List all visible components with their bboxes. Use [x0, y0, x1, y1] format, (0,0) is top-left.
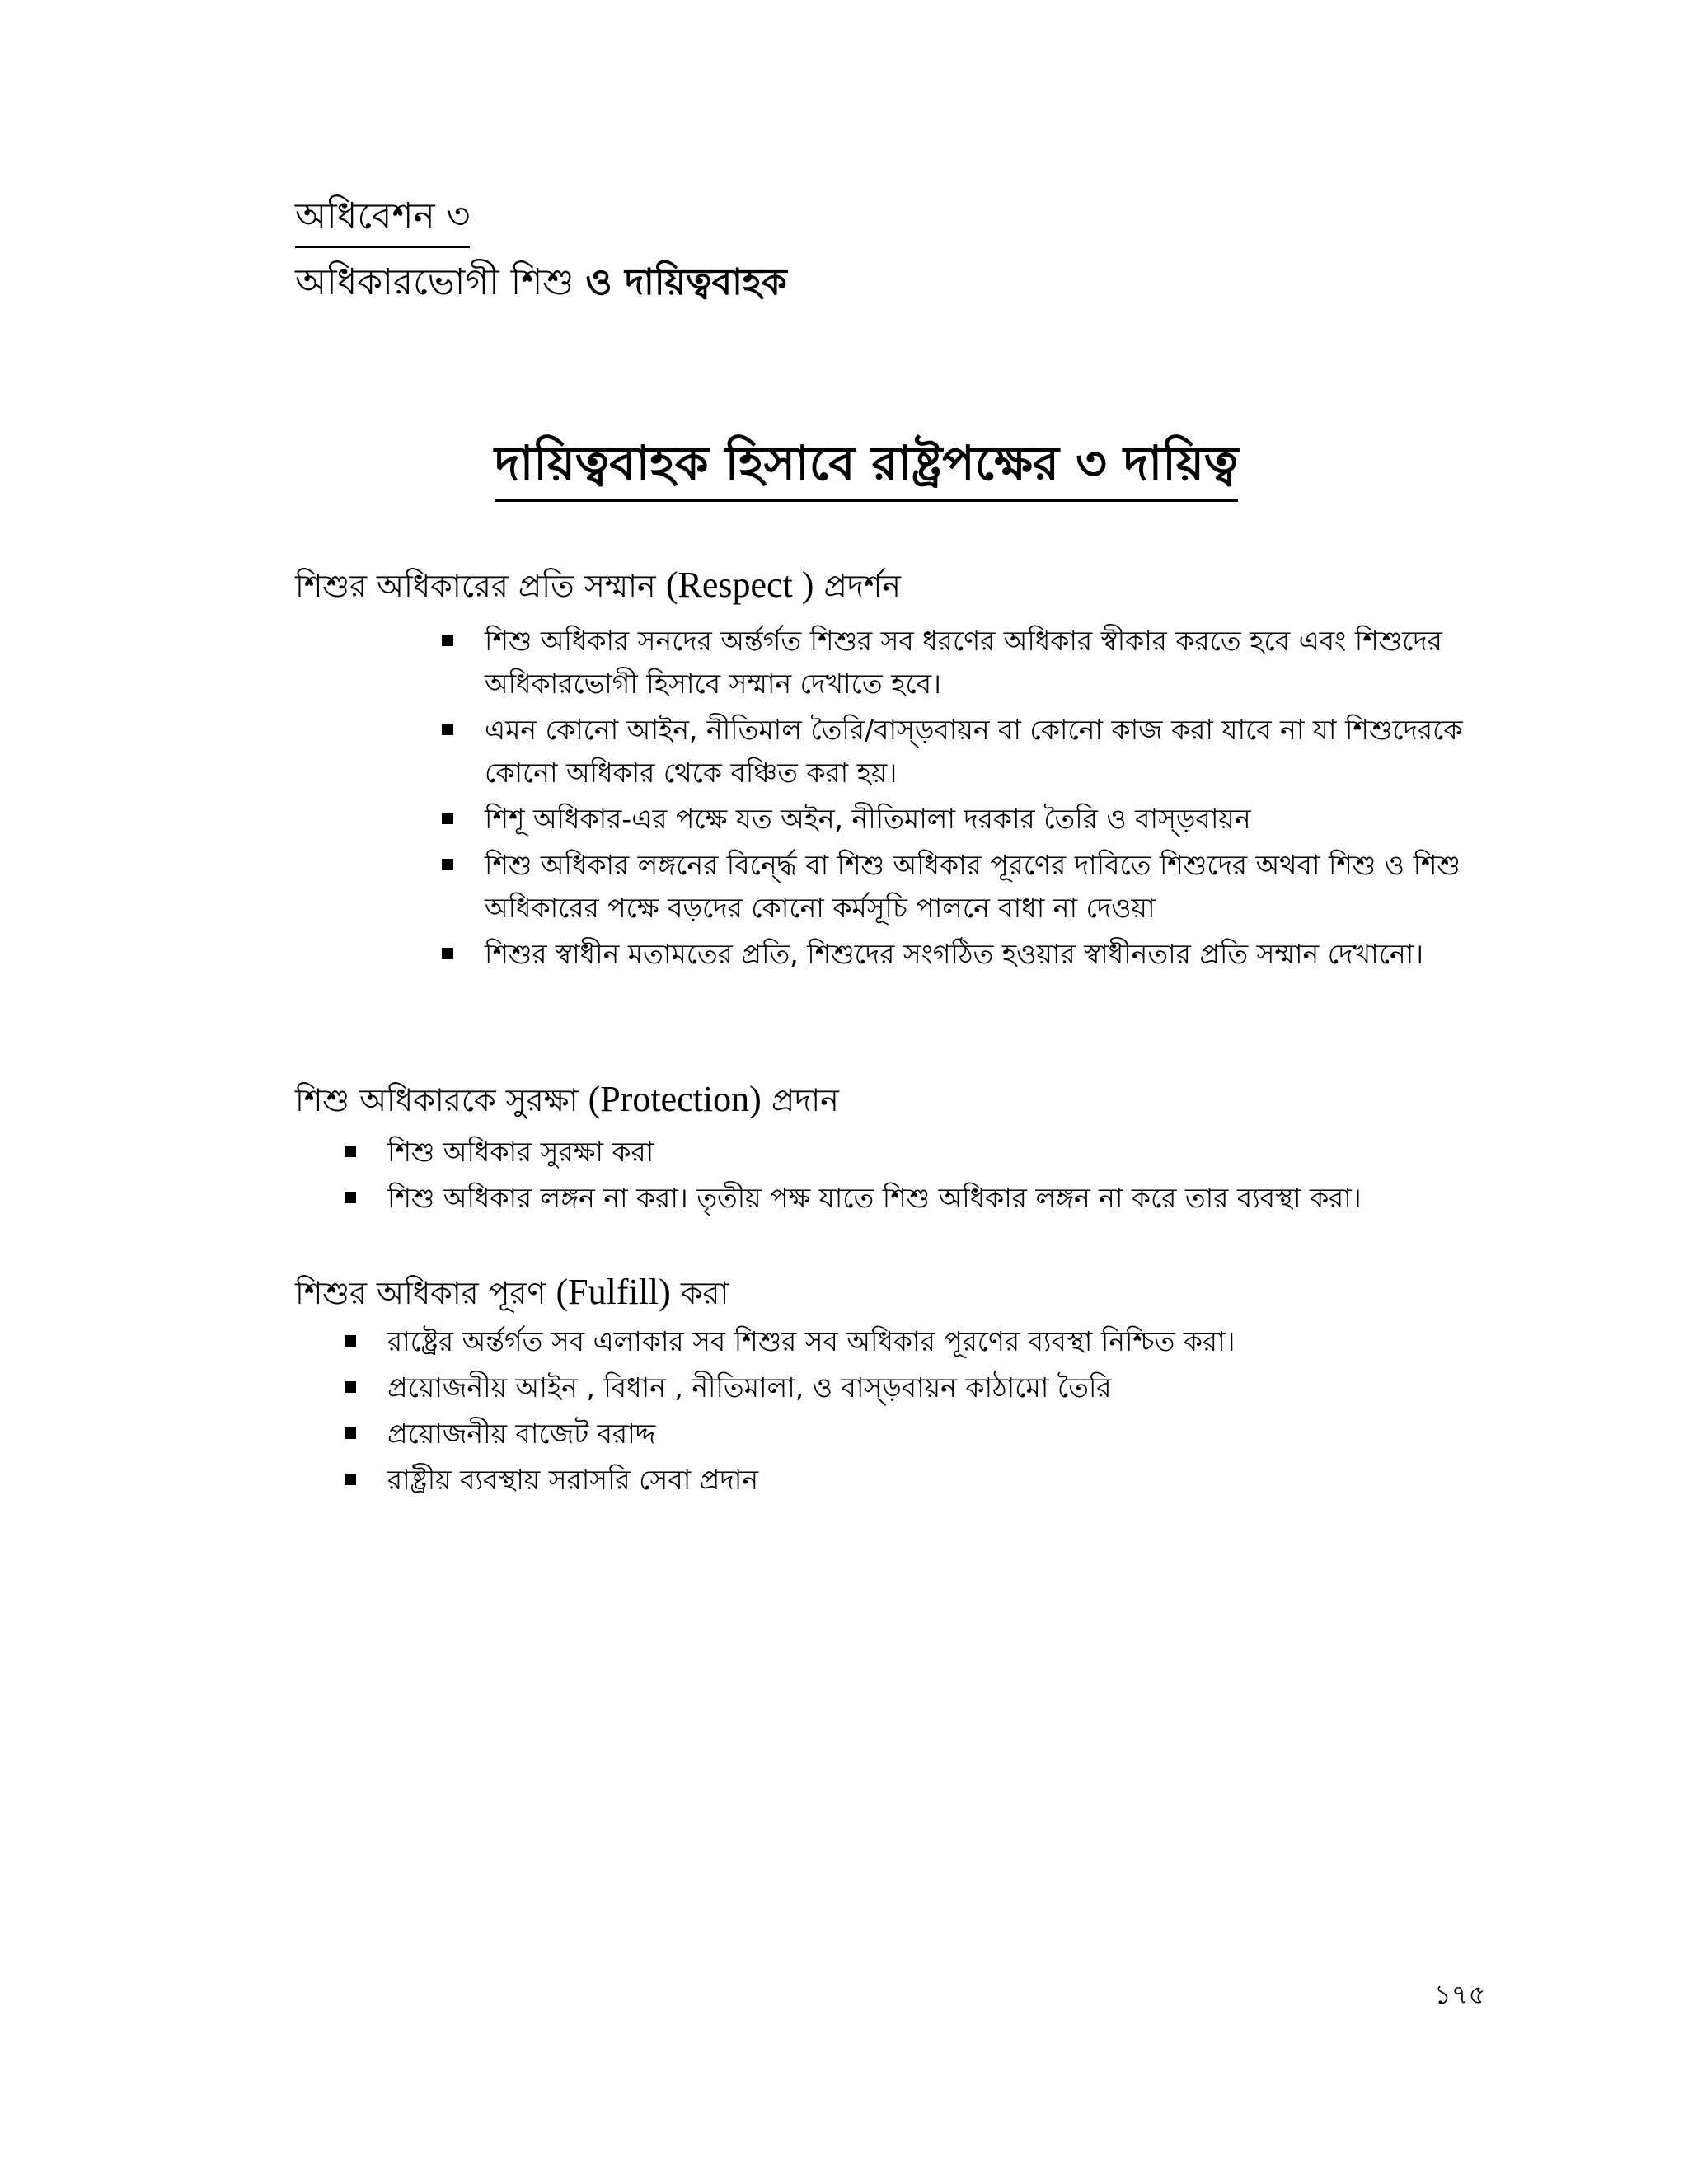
section-heading-text: করা [670, 1275, 729, 1311]
bullet-square-icon [345, 1381, 356, 1393]
list-item [341, 1131, 1495, 1174]
section-heading-text: শিশুর অধিকার পূরণ [295, 1275, 556, 1311]
bullet-square-icon [345, 1146, 356, 1157]
list-item-text: শিশু অধিকার লঙ্গন না করা। তৃতীয় পক্ষ যাতে শিশু অধিকার লঙ্গন না করে তার ব্যবস্থা করা। [387, 1182, 1362, 1214]
session-title-bold: ও দায়িত্ববাহক [585, 261, 787, 303]
list-item [438, 844, 1510, 930]
list-item [341, 1366, 1495, 1409]
section-heading-protection [295, 1076, 839, 1123]
list-item-text: শিশূ অধিকার-এর পক্ষে যত অইন, নীতিমালা দরকার তৈরি ও বাস্ড়বায়ন [485, 803, 1251, 835]
bullet-square-icon [442, 859, 453, 870]
fulfill-list [341, 1320, 1495, 1505]
bullet-square-icon [442, 813, 453, 824]
list-item [438, 798, 1510, 841]
bullet-square-icon [345, 1427, 356, 1439]
section-heading-fulfill [295, 1269, 729, 1316]
section-heading-respect [295, 562, 901, 609]
section-heading-text: প্রদর্শন [814, 568, 901, 604]
main-heading: দায়িত্ববাহক হিসাবে রাষ্ট্রপক্ষের ৩ দায়িত্ব [495, 429, 1238, 502]
section-heading-text: শিশুর অধিকারের প্রতি সম্মান [295, 568, 666, 604]
list-item-text: এমন কোনো আইন, নীতিমাল তৈরি/বাস্ড়বায়ন বা কোনো কাজ করা যাবে না যা শিশুদেরকে কোনো অধিকার থেকে বঞ্চিত করা হয়। [485, 714, 1463, 789]
bullet-square-icon [345, 1192, 356, 1203]
session-title-regular: অধিকারভোগী শিশু [295, 261, 586, 303]
session-label: অধিবেশন ৩ [295, 191, 470, 248]
list-item-text: শিশুর স্বাধীন মতামতের প্রতি, শিশুদের সংগঠিত হওয়ার স্বাধীনতার প্রতি সম্মান দেখানো। [485, 938, 1424, 970]
list-item [341, 1413, 1495, 1455]
list-item [438, 933, 1510, 976]
list-item-text: রাষ্ট্রীয় ব্যবস্থায় সরাসরি সেবা প্রদান [387, 1464, 759, 1496]
session-title [295, 257, 787, 308]
list-item [438, 709, 1510, 794]
list-item [438, 620, 1510, 705]
bullet-square-icon [345, 1474, 356, 1485]
list-item [341, 1459, 1495, 1502]
bullet-square-icon [345, 1335, 356, 1347]
list-item [341, 1320, 1495, 1363]
list-item-text: শিশু অধিকার লঙ্গনের বির্ন্দ্ধে বা শিশু অধিকার পূরণের দাবিতে শিশুদের অথবা শিশু ও শিশু অধিকারের পক্ষে বড়দের কোনো কর্মসূচি পালনে বাধা না দেওয়া [485, 849, 1461, 924]
section-heading-text: শিশু অধিকারকে সুরক্ষা [295, 1082, 588, 1118]
list-item [341, 1177, 1495, 1220]
section-heading-text: প্রদান [761, 1082, 839, 1118]
list-item-text: রাষ্ট্রের অর্ন্তর্গত সব এলাকার সব শিশুর সব অধিকার পূরণের ব্যবস্থা নিশ্চিত করা। [387, 1325, 1236, 1357]
list-item-text: শিশু অধিকার সুরক্ষা করা [387, 1136, 654, 1168]
protection-list [341, 1131, 1495, 1223]
list-item-text: প্রয়োজনীয় বাজেট বরাদ্দ [387, 1418, 656, 1450]
section-heading-latin: (Protection) [588, 1079, 762, 1119]
bullet-square-icon [442, 635, 453, 646]
respect-list [438, 620, 1510, 979]
page-number: ১৭৫ [1434, 1979, 1486, 2010]
section-heading-latin: (Fulfill) [556, 1272, 671, 1312]
list-item-text: শিশু অধিকার সনদের অর্ন্তর্গত শিশুর সব ধরণের অধিকার স্বীকার করতে হবে এবং শিশুদের অধিকারভোগী হিসাবে সম্মান দেখাতে হবে। [485, 625, 1442, 700]
bullet-square-icon [442, 724, 453, 735]
bullet-square-icon [442, 948, 453, 959]
list-item-text: প্রয়োজনীয় আইন , বিধান , নীতিমালা, ও বাস্ড়বায়ন কাঠামো তৈরি [387, 1371, 1112, 1404]
section-heading-latin: (Respect ) [665, 565, 814, 605]
